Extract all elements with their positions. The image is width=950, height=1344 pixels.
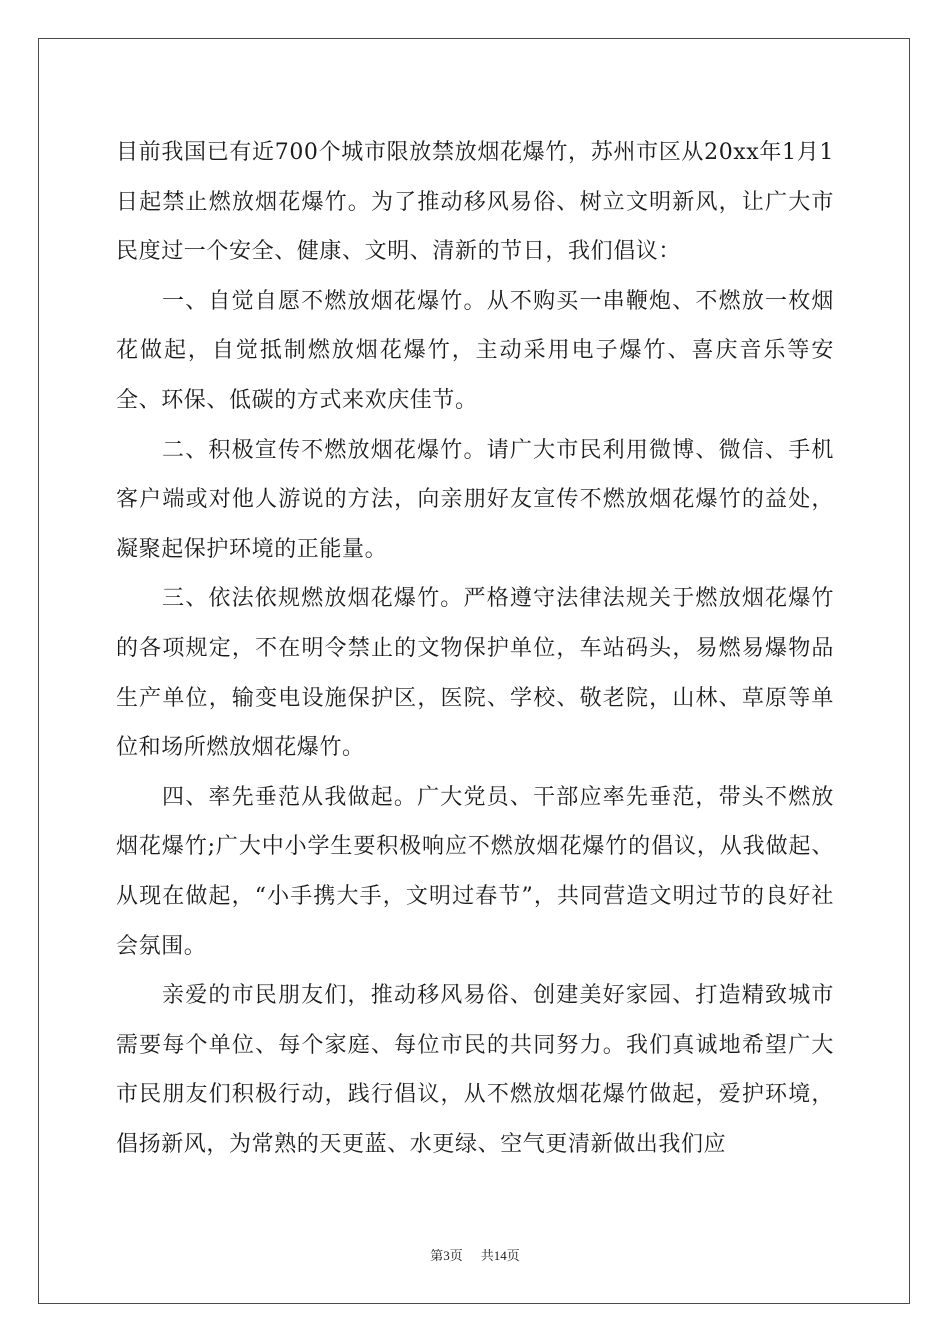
paragraph-point-2: 二、积极宣传不燃放烟花爆竹。请广大市民利用微博、微信、手机客户端或对他人游说的方法，向亲朋好友宣传不燃放烟花爆竹的益处，凝聚起保护环境的正能量。 xyxy=(116,437,834,562)
page-footer xyxy=(0,1248,950,1264)
page-total: 共14页 xyxy=(480,1248,520,1263)
paragraph-closing: 亲爱的市民朋友们，推动移风易俗、创建美好家园、打造精致城市需要每个单位、每个家庭、每位市民的共同努力。我们真诚地希望广大市民朋友们积极行动，践行倡议，从不燃放烟花爆竹做起，爱护环境，倡扬新风，为常熟的天更蓝、水更绿、空气更清新做出我们应 xyxy=(116,983,834,1157)
paragraph-intro: 目前我国已有近700个城市限放禁放烟花爆竹，苏州市区从20xx年1月1日起禁止燃放烟花爆竹。为了推动移风易俗、树立文明新风，让广大市民度过一个安全、健康、文明、清新的节日，我们倡议： xyxy=(116,140,834,265)
document-body xyxy=(116,128,834,1169)
paragraph-point-1: 一、自觉自愿不燃放烟花爆竹。从不购买一串鞭炮、不燃放一枚烟花做起，自觉抵制燃放烟花爆竹，主动采用电子爆竹、喜庆音乐等安全、环保、低碳的方式来欢庆佳节。 xyxy=(116,288,834,413)
paragraph-point-3: 三、依法依规燃放烟花爆竹。严格遵守法律法规关于燃放烟花爆竹的各项规定，不在明令禁止的文物保护单位，车站码头，易燃易爆物品生产单位，输变电设施保护区，医院、学校、敬老院，山林、草原等单位和场所燃放烟花爆竹。 xyxy=(116,586,834,761)
page-number: 第3页 xyxy=(430,1248,463,1263)
paragraph-point-4: 四、率先垂范从我做起。广大党员、干部应率先垂范，带头不燃放烟花爆竹;广大中小学生要积极响应不燃放烟花爆竹的倡议，从我做起、从现在做起，“小手携大手，文明过春节”，共同营造文明过节的良好社会氛围。 xyxy=(116,784,834,959)
